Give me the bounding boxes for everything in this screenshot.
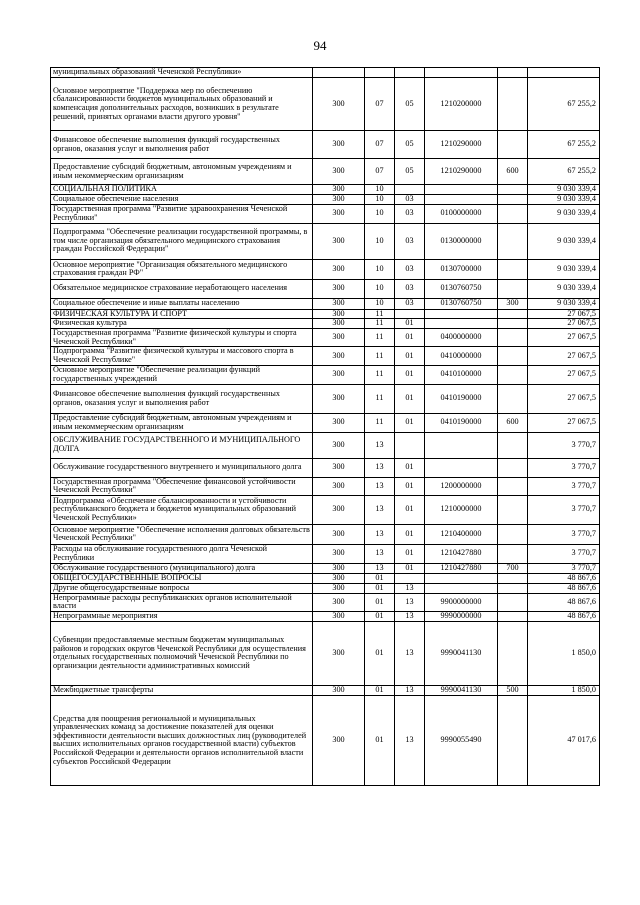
row-grbs-code: 300 — [313, 319, 365, 329]
table-row — [51, 194, 600, 204]
row-name: Физическая культура — [51, 319, 313, 329]
row-target-article: 0130700000 — [425, 259, 498, 279]
row-target-article — [425, 583, 498, 593]
row-grbs-code: 300 — [313, 78, 365, 131]
row-name: Непрограммные расходы республиканских органов исполнительной власти — [51, 593, 313, 611]
row-expense-type — [498, 477, 528, 495]
row-subsection-code: 01 — [395, 495, 425, 524]
row-grbs-code — [313, 68, 365, 78]
row-subsection-code: 03 — [395, 259, 425, 279]
row-expense-type — [498, 68, 528, 78]
row-amount: 3 770,7 — [528, 544, 600, 563]
row-name: Обслуживание государственного (муниципального) долга — [51, 563, 313, 573]
row-name: Социальное обеспечение и иные выплаты населению — [51, 298, 313, 309]
row-target-article: 0400000000 — [425, 329, 498, 347]
row-target-article: 0410000000 — [425, 347, 498, 365]
table-row — [51, 259, 600, 279]
row-amount: 67 255,2 — [528, 78, 600, 131]
row-grbs-code: 300 — [313, 495, 365, 524]
row-expense-type — [498, 365, 528, 384]
row-name: Подпрограмма "Обеспечение реализации государственной программы, в том числе организация обязательного медицинского страхования граждан Российской Федерации" — [51, 223, 313, 259]
row-target-article — [425, 309, 498, 319]
row-grbs-code: 300 — [313, 432, 365, 458]
row-expense-type — [498, 185, 528, 195]
row-amount: 48 867,6 — [528, 573, 600, 583]
row-section-code: 07 — [365, 159, 395, 185]
row-grbs-code: 300 — [313, 329, 365, 347]
row-grbs-code: 300 — [313, 563, 365, 573]
row-grbs-code: 300 — [313, 279, 365, 298]
row-name: Предоставление субсидий бюджетным, автономным учреждениям и иным некоммерческим организациям — [51, 413, 313, 432]
row-grbs-code: 300 — [313, 685, 365, 695]
row-section-code: 07 — [365, 78, 395, 131]
row-grbs-code: 300 — [313, 544, 365, 563]
row-subsection-code: 13 — [395, 695, 425, 785]
row-amount: 3 770,7 — [528, 458, 600, 477]
row-expense-type — [498, 593, 528, 611]
row-section-code: 13 — [365, 544, 395, 563]
table-row — [51, 298, 600, 309]
table-row — [51, 68, 600, 78]
row-amount: 67 255,2 — [528, 159, 600, 185]
row-target-article: 1210427880 — [425, 563, 498, 573]
row-expense-type — [498, 194, 528, 204]
row-amount: 3 770,7 — [528, 495, 600, 524]
row-section-code: 11 — [365, 384, 395, 413]
row-name: Социальное обеспечение населения — [51, 194, 313, 204]
row-amount: 3 770,7 — [528, 563, 600, 573]
row-subsection-code: 13 — [395, 621, 425, 685]
row-subsection-code — [395, 573, 425, 583]
row-name: Подпрограмма "Развитие физической культуры и массового спорта в Чеченской Республике" — [51, 347, 313, 365]
row-amount: 67 255,2 — [528, 131, 600, 159]
row-name: СОЦИАЛЬНАЯ ПОЛИТИКА — [51, 185, 313, 195]
table-row — [51, 279, 600, 298]
table-row — [51, 583, 600, 593]
row-grbs-code: 300 — [313, 159, 365, 185]
row-amount: 9 030 339,4 — [528, 279, 600, 298]
row-subsection-code: 13 — [395, 685, 425, 695]
row-name: Подпрограмма «Обеспечение сбалансированности и устойчивости республиканского бюджета и бюджетов муниципальных образований Чеченской Республики» — [51, 495, 313, 524]
row-section-code — [365, 68, 395, 78]
row-grbs-code: 300 — [313, 204, 365, 223]
row-amount: 3 770,7 — [528, 432, 600, 458]
row-subsection-code: 03 — [395, 279, 425, 298]
row-target-article: 1200000000 — [425, 477, 498, 495]
row-section-code: 01 — [365, 583, 395, 593]
table-row — [51, 544, 600, 563]
table-row — [51, 695, 600, 785]
row-amount: 47 017,6 — [528, 695, 600, 785]
row-section-code: 01 — [365, 621, 395, 685]
row-grbs-code: 300 — [313, 524, 365, 544]
row-target-article: 0410100000 — [425, 365, 498, 384]
row-section-code: 11 — [365, 319, 395, 329]
row-amount: 27 067,5 — [528, 347, 600, 365]
row-section-code: 10 — [365, 185, 395, 195]
row-amount: 9 030 339,4 — [528, 194, 600, 204]
budget-table-body — [51, 68, 600, 786]
row-amount: 9 030 339,4 — [528, 204, 600, 223]
row-name: Предоставление субсидий бюджетным, автономным учреждениям и иным некоммерческим организациям — [51, 159, 313, 185]
table-row — [51, 329, 600, 347]
row-subsection-code: 01 — [395, 563, 425, 573]
row-expense-type — [498, 319, 528, 329]
row-section-code: 13 — [365, 495, 395, 524]
row-section-code: 11 — [365, 413, 395, 432]
table-row — [51, 347, 600, 365]
row-subsection-code: 01 — [395, 413, 425, 432]
row-grbs-code: 300 — [313, 458, 365, 477]
table-row — [51, 204, 600, 223]
table-row — [51, 309, 600, 319]
row-expense-type — [498, 259, 528, 279]
row-name: Обязательное медицинское страхование неработающего населения — [51, 279, 313, 298]
table-row — [51, 432, 600, 458]
row-amount: 3 770,7 — [528, 524, 600, 544]
table-row — [51, 223, 600, 259]
row-subsection-code: 13 — [395, 583, 425, 593]
table-row — [51, 477, 600, 495]
table-row — [51, 384, 600, 413]
row-name: ОБЩЕГОСУДАРСТВЕННЫЕ ВОПРОСЫ — [51, 573, 313, 583]
row-expense-type — [498, 432, 528, 458]
row-subsection-code: 01 — [395, 347, 425, 365]
table-row — [51, 495, 600, 524]
row-section-code: 10 — [365, 298, 395, 309]
row-expense-type — [498, 347, 528, 365]
row-target-article: 0410190000 — [425, 413, 498, 432]
row-expense-type — [498, 204, 528, 223]
row-section-code: 11 — [365, 329, 395, 347]
row-section-code: 11 — [365, 365, 395, 384]
row-expense-type — [498, 573, 528, 583]
row-expense-type — [498, 78, 528, 131]
row-name: Основное мероприятие "Организация обязательного медицинского страхования граждан РФ" — [51, 259, 313, 279]
row-amount: 9 030 339,4 — [528, 298, 600, 309]
row-target-article — [425, 319, 498, 329]
row-name: муниципальных образований Чеченской Республики» — [51, 68, 313, 78]
row-expense-type: 300 — [498, 298, 528, 309]
row-expense-type — [498, 131, 528, 159]
table-row — [51, 413, 600, 432]
budget-table — [50, 67, 600, 786]
row-expense-type: 700 — [498, 563, 528, 573]
row-target-article: 9900000000 — [425, 593, 498, 611]
row-subsection-code: 01 — [395, 384, 425, 413]
row-expense-type — [498, 309, 528, 319]
row-expense-type — [498, 495, 528, 524]
row-subsection-code — [395, 68, 425, 78]
row-amount: 1 850,0 — [528, 621, 600, 685]
row-target-article: 0130000000 — [425, 223, 498, 259]
row-subsection-code: 13 — [395, 593, 425, 611]
row-subsection-code: 01 — [395, 524, 425, 544]
row-target-article: 9990055490 — [425, 695, 498, 785]
row-grbs-code: 300 — [313, 621, 365, 685]
row-target-article — [425, 432, 498, 458]
row-target-article: 1210400000 — [425, 524, 498, 544]
table-row — [51, 185, 600, 195]
row-grbs-code: 300 — [313, 583, 365, 593]
row-name: Государственная программа "Развитие здравоохранения Чеченской Республики" — [51, 204, 313, 223]
row-target-article: 1210290000 — [425, 131, 498, 159]
row-name: Субвенции предоставляемые местным бюджетам муниципальных районов и городских округов Чеченской Республики для осуществления отдельных государственных полномочий Чеченской Республики по организации деятельности административных комиссий — [51, 621, 313, 685]
row-subsection-code: 01 — [395, 477, 425, 495]
row-name: Обслуживание государственного внутреннего и муниципального долга — [51, 458, 313, 477]
row-grbs-code: 300 — [313, 194, 365, 204]
row-section-code: 11 — [365, 309, 395, 319]
row-name: Финансовое обеспечение выполнения функций государственных органов, оказания услуг и выполнения работ — [51, 384, 313, 413]
row-amount: 27 067,5 — [528, 384, 600, 413]
row-target-article: 1210427880 — [425, 544, 498, 563]
row-amount: 48 867,6 — [528, 583, 600, 593]
row-target-article: 9990000000 — [425, 611, 498, 621]
row-section-code: 10 — [365, 279, 395, 298]
row-name: Финансовое обеспечение выполнения функций государственных органов, оказания услуг и выполнения работ — [51, 131, 313, 159]
row-grbs-code: 300 — [313, 259, 365, 279]
table-row — [51, 593, 600, 611]
row-target-article: 9990041130 — [425, 621, 498, 685]
row-name: Межбюджетные трансферты — [51, 685, 313, 695]
row-section-code: 13 — [365, 432, 395, 458]
row-section-code: 11 — [365, 347, 395, 365]
row-amount: 9 030 339,4 — [528, 259, 600, 279]
row-amount: 27 067,5 — [528, 413, 600, 432]
row-grbs-code: 300 — [313, 611, 365, 621]
row-subsection-code: 05 — [395, 159, 425, 185]
row-name: Основное мероприятие "Обеспечение исполнения долговых обязательств Чеченской Республики" — [51, 524, 313, 544]
row-target-article: 1210200000 — [425, 78, 498, 131]
row-name: Непрограммные мероприятия — [51, 611, 313, 621]
row-section-code: 01 — [365, 695, 395, 785]
row-target-article — [425, 573, 498, 583]
row-expense-type — [498, 329, 528, 347]
row-grbs-code: 300 — [313, 477, 365, 495]
row-expense-type — [498, 583, 528, 593]
table-row — [51, 319, 600, 329]
table-row — [51, 685, 600, 695]
row-subsection-code: 03 — [395, 223, 425, 259]
table-row — [51, 573, 600, 583]
row-expense-type — [498, 695, 528, 785]
table-row — [51, 78, 600, 131]
row-grbs-code: 300 — [313, 384, 365, 413]
row-grbs-code: 300 — [313, 695, 365, 785]
row-expense-type: 500 — [498, 685, 528, 695]
row-name: Основное мероприятие "Обеспечение реализации функций государственных учреждений — [51, 365, 313, 384]
row-target-article: 1210290000 — [425, 159, 498, 185]
row-section-code: 13 — [365, 458, 395, 477]
row-amount: 27 067,5 — [528, 309, 600, 319]
row-section-code: 13 — [365, 563, 395, 573]
row-subsection-code: 03 — [395, 194, 425, 204]
table-row — [51, 563, 600, 573]
row-name: ФИЗИЧЕСКАЯ КУЛЬТУРА И СПОРТ — [51, 309, 313, 319]
row-grbs-code: 300 — [313, 413, 365, 432]
table-row — [51, 611, 600, 621]
row-target-article — [425, 185, 498, 195]
row-target-article: 0130760750 — [425, 279, 498, 298]
row-subsection-code: 05 — [395, 131, 425, 159]
row-subsection-code: 13 — [395, 611, 425, 621]
row-expense-type — [498, 458, 528, 477]
row-amount: 48 867,6 — [528, 611, 600, 621]
row-name: Государственная программа "Обеспечение финансовой устойчивости Чеченской Республики" — [51, 477, 313, 495]
row-expense-type — [498, 279, 528, 298]
row-expense-type — [498, 611, 528, 621]
row-expense-type: 600 — [498, 159, 528, 185]
row-name: Расходы на обслуживание государственного долга Чеченской Республики — [51, 544, 313, 563]
row-subsection-code: 01 — [395, 319, 425, 329]
row-section-code: 13 — [365, 477, 395, 495]
row-name: Средства для поощрения региональной и муниципальных управленческих команд за достижение показателей для оценки эффективности деятельности высших должностных лиц (руководителей высших исполнительных органов государственной власти) субъектов Российской Федерации и деятельности органов исполнительной власти субъектов Российской Федерации — [51, 695, 313, 785]
row-grbs-code: 300 — [313, 365, 365, 384]
row-section-code: 01 — [365, 573, 395, 583]
row-subsection-code: 03 — [395, 298, 425, 309]
row-section-code: 07 — [365, 131, 395, 159]
row-target-article: 0100000000 — [425, 204, 498, 223]
row-grbs-code: 300 — [313, 298, 365, 309]
row-expense-type — [498, 524, 528, 544]
row-section-code: 01 — [365, 611, 395, 621]
row-subsection-code: 01 — [395, 365, 425, 384]
row-target-article — [425, 194, 498, 204]
row-grbs-code: 300 — [313, 593, 365, 611]
row-name: Государственная программа "Развитие физической культуры и спорта Чеченской Республики" — [51, 329, 313, 347]
table-row — [51, 131, 600, 159]
row-amount: 9 030 339,4 — [528, 223, 600, 259]
row-amount: 9 030 339,4 — [528, 185, 600, 195]
row-target-article: 0410190000 — [425, 384, 498, 413]
row-amount: 1 850,0 — [528, 685, 600, 695]
row-subsection-code — [395, 432, 425, 458]
row-amount — [528, 68, 600, 78]
table-row — [51, 524, 600, 544]
row-amount: 27 067,5 — [528, 365, 600, 384]
row-amount: 3 770,7 — [528, 477, 600, 495]
row-section-code: 01 — [365, 685, 395, 695]
row-expense-type — [498, 621, 528, 685]
row-section-code: 01 — [365, 593, 395, 611]
row-grbs-code: 300 — [313, 347, 365, 365]
row-subsection-code — [395, 309, 425, 319]
row-expense-type — [498, 223, 528, 259]
row-grbs-code: 300 — [313, 309, 365, 319]
row-grbs-code: 300 — [313, 131, 365, 159]
row-amount: 27 067,5 — [528, 319, 600, 329]
row-amount: 48 867,6 — [528, 593, 600, 611]
table-row — [51, 365, 600, 384]
page-number: 94 — [313, 38, 327, 53]
row-amount: 27 067,5 — [528, 329, 600, 347]
row-name: Основное мероприятие "Поддержка мер по обеспечению сбалансированности бюджетов муниципальных образований и компенсация дополнительных расходов, возникших в результате решений, принятых органами власти другого уровня" — [51, 78, 313, 131]
row-subsection-code: 01 — [395, 458, 425, 477]
row-section-code: 10 — [365, 204, 395, 223]
row-subsection-code: 03 — [395, 204, 425, 223]
table-row — [51, 458, 600, 477]
row-subsection-code — [395, 185, 425, 195]
row-target-article: 0130760750 — [425, 298, 498, 309]
row-target-article: 9990041130 — [425, 685, 498, 695]
row-target-article: 1210000000 — [425, 495, 498, 524]
row-section-code: 13 — [365, 524, 395, 544]
row-grbs-code: 300 — [313, 573, 365, 583]
row-subsection-code: 05 — [395, 78, 425, 131]
row-name: ОБСЛУЖИВАНИЕ ГОСУДАРСТВЕННОГО И МУНИЦИПАЛЬНОГО ДОЛГА — [51, 432, 313, 458]
row-target-article — [425, 68, 498, 78]
row-subsection-code: 01 — [395, 544, 425, 563]
row-section-code: 10 — [365, 194, 395, 204]
row-expense-type: 600 — [498, 413, 528, 432]
table-row — [51, 159, 600, 185]
row-grbs-code: 300 — [313, 223, 365, 259]
row-subsection-code: 01 — [395, 329, 425, 347]
row-target-article — [425, 458, 498, 477]
row-section-code: 10 — [365, 259, 395, 279]
row-grbs-code: 300 — [313, 185, 365, 195]
row-expense-type — [498, 544, 528, 563]
row-expense-type — [498, 384, 528, 413]
row-section-code: 10 — [365, 223, 395, 259]
table-row — [51, 621, 600, 685]
row-name: Другие общегосударственные вопросы — [51, 583, 313, 593]
